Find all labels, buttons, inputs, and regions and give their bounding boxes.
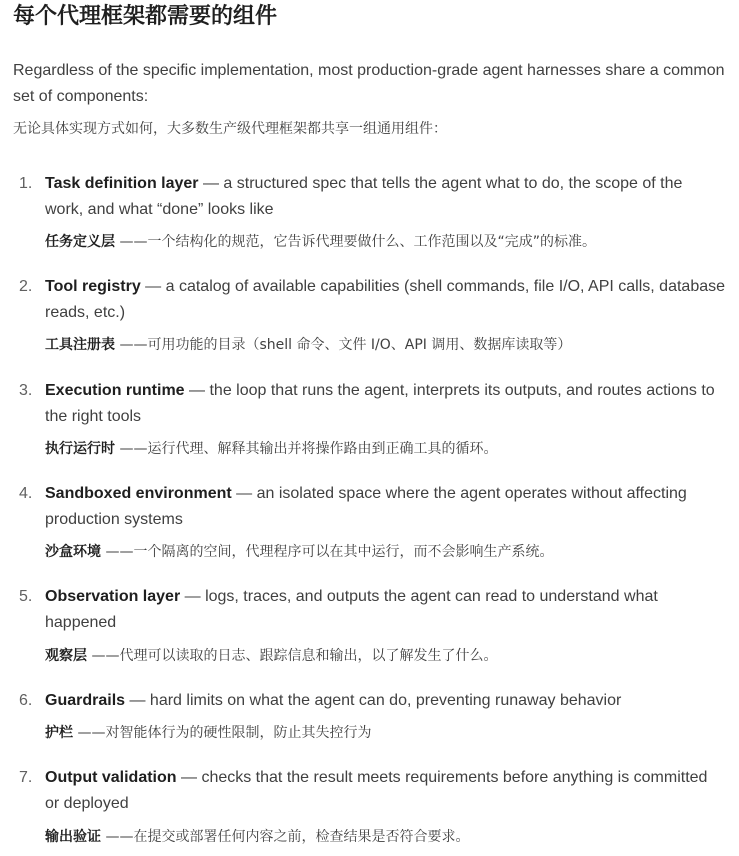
item-text-chinese: ——在提交或部署任何内容之前，检查结果是否符合要求。 bbox=[101, 829, 470, 845]
item-description-chinese bbox=[45, 722, 371, 744]
item-term-english: Tool registry bbox=[45, 278, 141, 295]
item-number: 2. bbox=[19, 278, 33, 295]
item-number: 6. bbox=[19, 692, 33, 709]
item-term-chinese: 任务定义层 bbox=[45, 234, 115, 250]
item-number: 3. bbox=[19, 382, 33, 399]
item-description-chinese bbox=[45, 645, 497, 667]
item-text-chinese: ——对智能体行为的硬性限制，防止其失控行为 bbox=[73, 725, 372, 741]
item-text-english: — an isolated space where the agent operates without affecting production systems bbox=[45, 485, 687, 528]
item-number: 5. bbox=[19, 588, 33, 605]
item-description-english bbox=[45, 274, 725, 326]
item-description-chinese bbox=[45, 826, 469, 848]
item-description-english bbox=[45, 584, 725, 636]
item-text-chinese: ——一个结构化的规范，它告诉代理要做什么、工作范围以及“完成”的标准。 bbox=[115, 234, 596, 250]
item-term-english: Sandboxed environment bbox=[45, 485, 232, 502]
item-term-chinese: 观察层 bbox=[45, 648, 87, 664]
item-number: 4. bbox=[19, 485, 33, 502]
item-description-english bbox=[45, 378, 725, 430]
item-description-chinese bbox=[45, 541, 553, 563]
item-text-english: — the loop that runs the agent, interprets its outputs, and routes actions to the right tools bbox=[45, 382, 715, 425]
item-text-english: — a structured spec that tells the agent what to do, the scope of the work, and what “done” looks like bbox=[45, 175, 683, 218]
item-term-chinese: 沙盒环境 bbox=[45, 544, 101, 560]
item-term-english: Observation layer bbox=[45, 588, 181, 605]
item-number: 1. bbox=[19, 175, 33, 192]
item-description-english bbox=[45, 481, 725, 533]
item-term-english: Task definition layer bbox=[45, 175, 199, 192]
item-number: 7. bbox=[19, 769, 33, 786]
item-description-chinese bbox=[45, 438, 497, 460]
item-term-chinese: 输出验证 bbox=[45, 829, 101, 845]
intro-paragraph-english: Regardless of the specific implementation, most production-grade agent harnesses share a common set of components: bbox=[13, 62, 725, 105]
item-description-chinese bbox=[45, 231, 596, 253]
item-text-english: — a catalog of available capabilities (shell commands, file I/O, API calls, database reads, etc.) bbox=[45, 278, 726, 321]
item-text-chinese: ——一个隔离的空间，代理程序可以在其中运行，而不会影响生产系统。 bbox=[101, 544, 554, 560]
item-description-chinese bbox=[45, 334, 571, 356]
item-text-english: — checks that the result meets requirements before anything is committed or deployed bbox=[45, 769, 708, 812]
item-text-chinese: ——运行代理、解释其输出并将操作路由到正确工具的循环。 bbox=[115, 441, 498, 457]
item-text-chinese: ——可用功能的目录（shell 命令、文件 I/O、API 调用、数据库读取等） bbox=[115, 337, 572, 353]
item-description-english bbox=[45, 765, 725, 817]
item-description-english bbox=[45, 688, 725, 714]
intro-paragraph-chinese: 无论具体实现方式如何，大多数生产级代理框架都共享一组通用组件： bbox=[13, 121, 447, 137]
page-title: 每个代理框架都需要的组件 bbox=[13, 4, 278, 29]
item-description-english bbox=[45, 171, 725, 223]
item-term-chinese: 护栏 bbox=[45, 725, 73, 741]
item-term-english: Guardrails bbox=[45, 692, 126, 709]
item-term-chinese: 工具注册表 bbox=[45, 337, 115, 353]
item-text-english: — logs, traces, and outputs the agent can read to understand what happened bbox=[45, 588, 658, 631]
item-term-chinese: 执行运行时 bbox=[45, 441, 115, 457]
item-text-chinese: ——代理可以读取的日志、跟踪信息和输出，以了解发生了什么。 bbox=[87, 648, 498, 664]
item-term-english: Output validation bbox=[45, 769, 177, 786]
item-term-english: Execution runtime bbox=[45, 382, 185, 399]
item-text-english: — hard limits on what the agent can do, preventing runaway behavior bbox=[125, 692, 622, 709]
